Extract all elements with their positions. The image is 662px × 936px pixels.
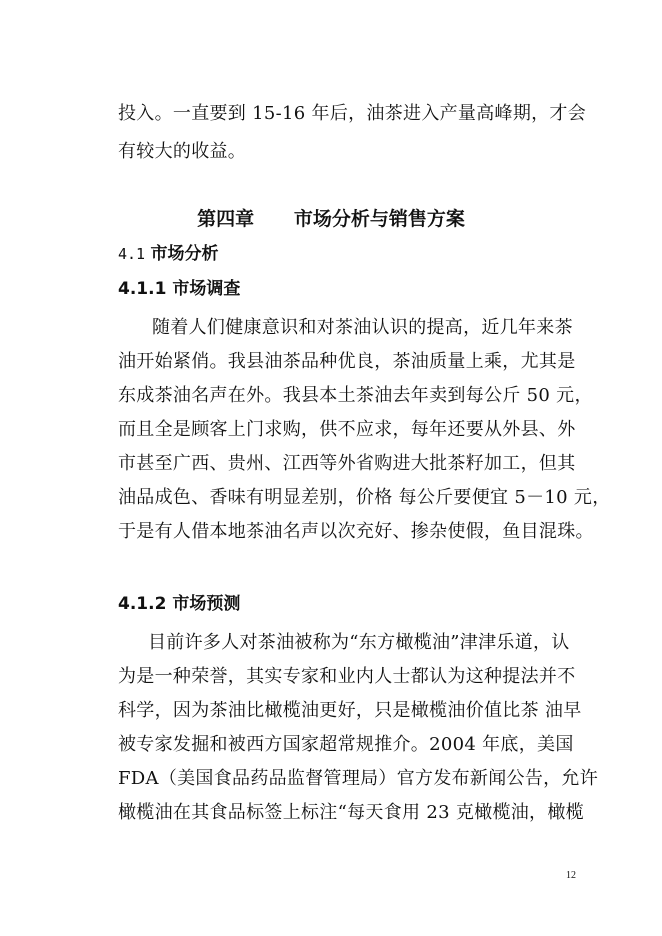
paragraph-line: 为是一种荣誉，其实专家和业内人士都认为这种提法并不: [118, 666, 576, 687]
paragraph-line: 科学，因为茶油比橄榄油更好，只是橄榄油价值比茶 油早: [118, 700, 582, 721]
intro-line: 投入。一直要到 15-16 年后，油茶进入产量高峰期，才会: [118, 103, 587, 124]
paragraph-line: 橄榄油在其食品标签上标注“每天食用 23 克橄榄油，橄榄: [118, 802, 584, 823]
paragraph-line: 于是有人借本地茶油名声以次充好、掺杂使假，鱼目混珠。: [118, 521, 594, 542]
paragraph-line: 目前许多人对茶油被称为“东方橄榄油”津津乐道，认: [148, 632, 570, 653]
section-heading: [118, 243, 219, 265]
paragraph-line: 东成茶油名声在外。我县本土茶油去年卖到每公斤 50 元，: [118, 385, 593, 406]
paragraph-line: 油品成色、香味有明显差别，价格 每公斤要便宜 5－10 元，: [118, 487, 611, 508]
paragraph-line: 随着人们健康意识和对茶油认识的提高，近几年来茶: [152, 317, 573, 338]
section-number: 4.1: [118, 245, 146, 263]
paragraph-line: FDA（美国食品药品监督管理局）官方发布新闻公告，允许: [118, 768, 599, 789]
chapter-title: 第四章 市场分析与销售方案: [197, 208, 465, 230]
paragraph-line: 市甚至广西、贵州、江西等外省购进大批茶籽加工，但其: [118, 453, 576, 474]
page-number: 12: [566, 870, 576, 881]
subsection-heading-survey: 4.1.1 市场调查: [118, 279, 241, 299]
intro-line: 有较大的收益。: [118, 141, 247, 162]
section-title: 市场分析: [150, 244, 219, 264]
paragraph-line: 被专家发掘和被西方国家超常规推介。2004 年底，美国: [118, 734, 574, 755]
subsection-heading-forecast: 4.1.2 市场预测: [118, 594, 241, 614]
paragraph-line: 油开始紧俏。我县油茶品种优良，茶油质量上乘，尤其是: [118, 351, 576, 372]
paragraph-line: 而且全是顾客上门求购，供不应求，每年还要从外县、外: [118, 419, 576, 440]
